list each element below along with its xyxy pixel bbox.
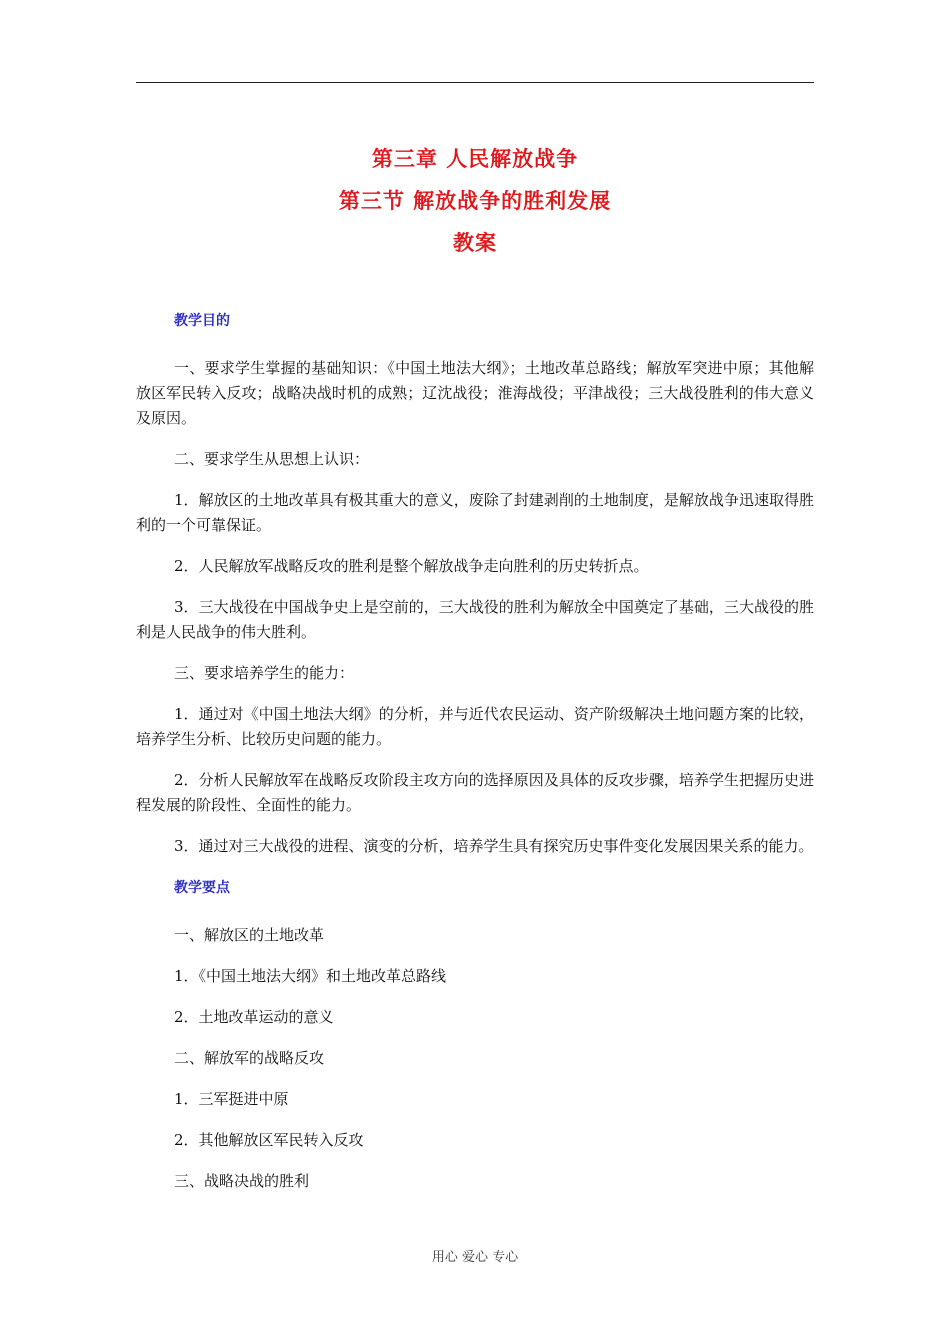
paragraph: 3．三大战役在中国战争史上是空前的，三大战役的胜利为解放全中国奠定了基础，三大战役的胜利是人民战争的伟大胜利。 <box>136 598 814 641</box>
paragraph: 2．分析人民解放军在战略反攻阶段主攻方向的选择原因及具体的反攻步骤，培养学生把握历史进程发展的阶段性、全面性的能力。 <box>136 771 814 814</box>
paragraph: 1．通过对《中国土地法大纲》的分析，并与近代农民运动、资产阶级解决土地问题方案的比较，培养学生分析、比较历史问题的能力。 <box>136 705 814 748</box>
document-body <box>136 308 814 1210</box>
header-rule <box>136 82 814 83</box>
outline-item: 一、解放区的土地改革 <box>174 926 325 944</box>
paragraph: 2．人民解放军战略反攻的胜利是整个解放战争走向胜利的历史转折点。 <box>174 557 649 575</box>
outline-item: 2．土地改革运动的意义 <box>174 1008 334 1026</box>
chapter-title: 第三章 人民解放战争 <box>371 147 579 171</box>
outline-item: 2．其他解放区军民转入反攻 <box>174 1131 364 1149</box>
outline-item: 三、战略决战的胜利 <box>174 1172 310 1190</box>
section-heading-objectives: 教学目的 <box>174 313 230 329</box>
outline-item: 1．三军挺进中原 <box>174 1090 289 1108</box>
paragraph: 三、要求培养学生的能力： <box>174 664 355 682</box>
outline-item: 二、解放军的战略反攻 <box>174 1049 325 1067</box>
page-footer: 用心 爱心 专心 <box>431 1250 519 1265</box>
outline-item: 1．《中国土地法大纲》和土地改革总路线 <box>174 967 447 985</box>
document-type-title: 教案 <box>453 231 497 255</box>
paragraph: 1．解放区的土地改革具有极其重大的意义，废除了封建剥削的土地制度，是解放战争迅速取得胜利的一个可靠保证。 <box>136 491 814 534</box>
section-heading-key-points: 教学要点 <box>174 880 230 896</box>
paragraph: 3．通过对三大战役的进程、演变的分析，培养学生具有探究历史事件变化发展因果关系的能力。 <box>174 837 814 855</box>
paragraph: 二、要求学生从思想上认识： <box>174 450 370 468</box>
title-block <box>136 138 814 264</box>
section-title: 第三节 解放战争的胜利发展 <box>338 189 612 213</box>
paragraph: 一、要求学生掌握的基础知识：《中国土地法大纲》；土地改革总路线；解放军突进中原；其他解放区军民转入反攻；战略决战时机的成熟；辽沈战役；淮海战役；平津战役；三大战役胜利的伟大意义及原因。 <box>136 359 814 427</box>
